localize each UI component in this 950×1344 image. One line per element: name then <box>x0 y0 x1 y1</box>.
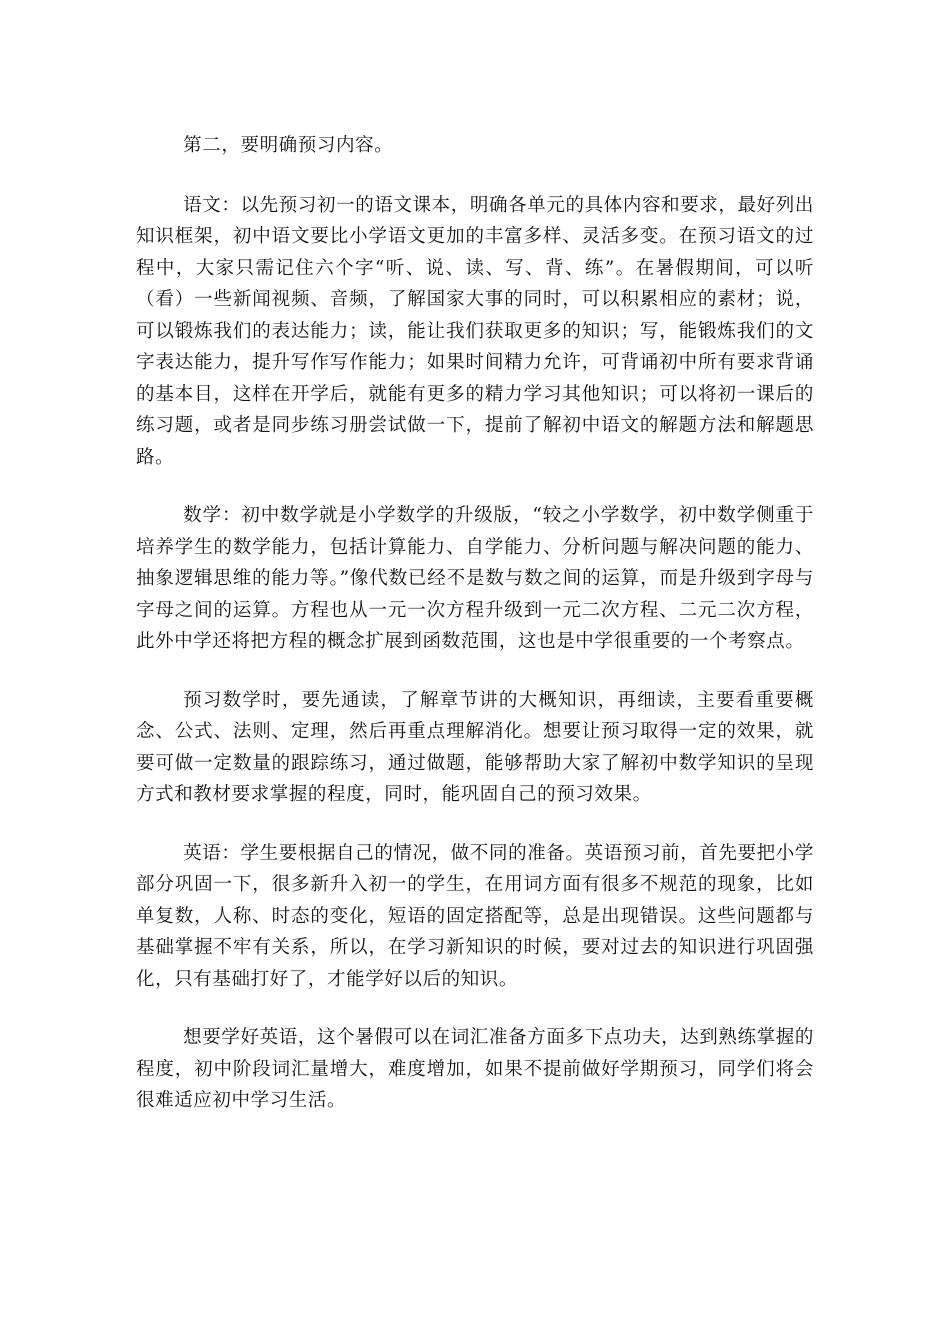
paragraph-math: 数学：初中数学就是小学数学的升级版，“较之小学数学，初中数学侧重于培养学生的数学能力，包括计算能力、自学能力、分析问题与解决问题的能力、抽象逻辑思维的能力等。”像代数已经不是数与数之间的运算，而是升级到字母与字母之间的运算。方程也从一元一次方程升级到一元二次方程、二元二次方程，此外中学还将把方程的概念扩展到函数范围，这也是中学很重要的一个考察点。 <box>136 505 814 652</box>
document-body <box>136 130 814 1144</box>
paragraph-english-vocabulary: 想要学好英语，这个暑假可以在词汇准备方面多下点功夫，达到熟练掌握的程度，初中阶段词汇量增大，难度增加，如果不提前做好学期预习，同学们将会很难适应初中学习生活。 <box>136 1027 814 1111</box>
paragraph-chinese: 语文：以先预习初一的语文课本，明确各单元的具体内容和要求，最好列出知识框架，初中语文要比小学语文更加的丰富多样、灵活多变。在预习语文的过程中，大家只需记住六个字“听、说、读、写、背、练”。在暑假期间，可以听（看）一些新闻视频、音频，了解国家大事的同时，可以积累相应的素材；说，可以锻炼我们的表达能力；读，能让我们获取更多的知识；写，能锻炼我们的文字表达能力，提升写作写作能力；如果时间精力允许，可背诵初中所有要求背诵的基本目，这样在开学后，就能有更多的精力学习其他知识；可以将初一课后的练习题，或者是同步练习册尝试做一下，提前了解初中语文的解题方法和解题思路。 <box>136 194 814 468</box>
paragraph-section-heading: 第二，要明确预习内容。 <box>183 135 394 156</box>
paragraph-math-preview: 预习数学时，要先通读，了解章节讲的大概知识，再细读，主要看重要概念、公式、法则、定理，然后再重点理解消化。想要让预习取得一定的效果，就要可做一定数量的跟踪练习，通过做题，能够帮助大家了解初中数学知识的呈现方式和教材要求掌握的程度，同时，能巩固自己的预习效果。 <box>136 689 814 805</box>
paragraph-english: 英语：学生要根据自己的情况，做不同的准备。英语预习前，首先要把小学部分巩固一下，很多新升入初一的学生，在用词方面有很多不规范的现象，比如单复数，人称、时态的变化，短语的固定搭配等，总是出现错误。这些问题都与基础掌握不牢有关系，所以，在学习新知识的时候，要对过去的知识进行巩固强化，只有基础打好了，才能学好以后的知识。 <box>136 842 814 990</box>
